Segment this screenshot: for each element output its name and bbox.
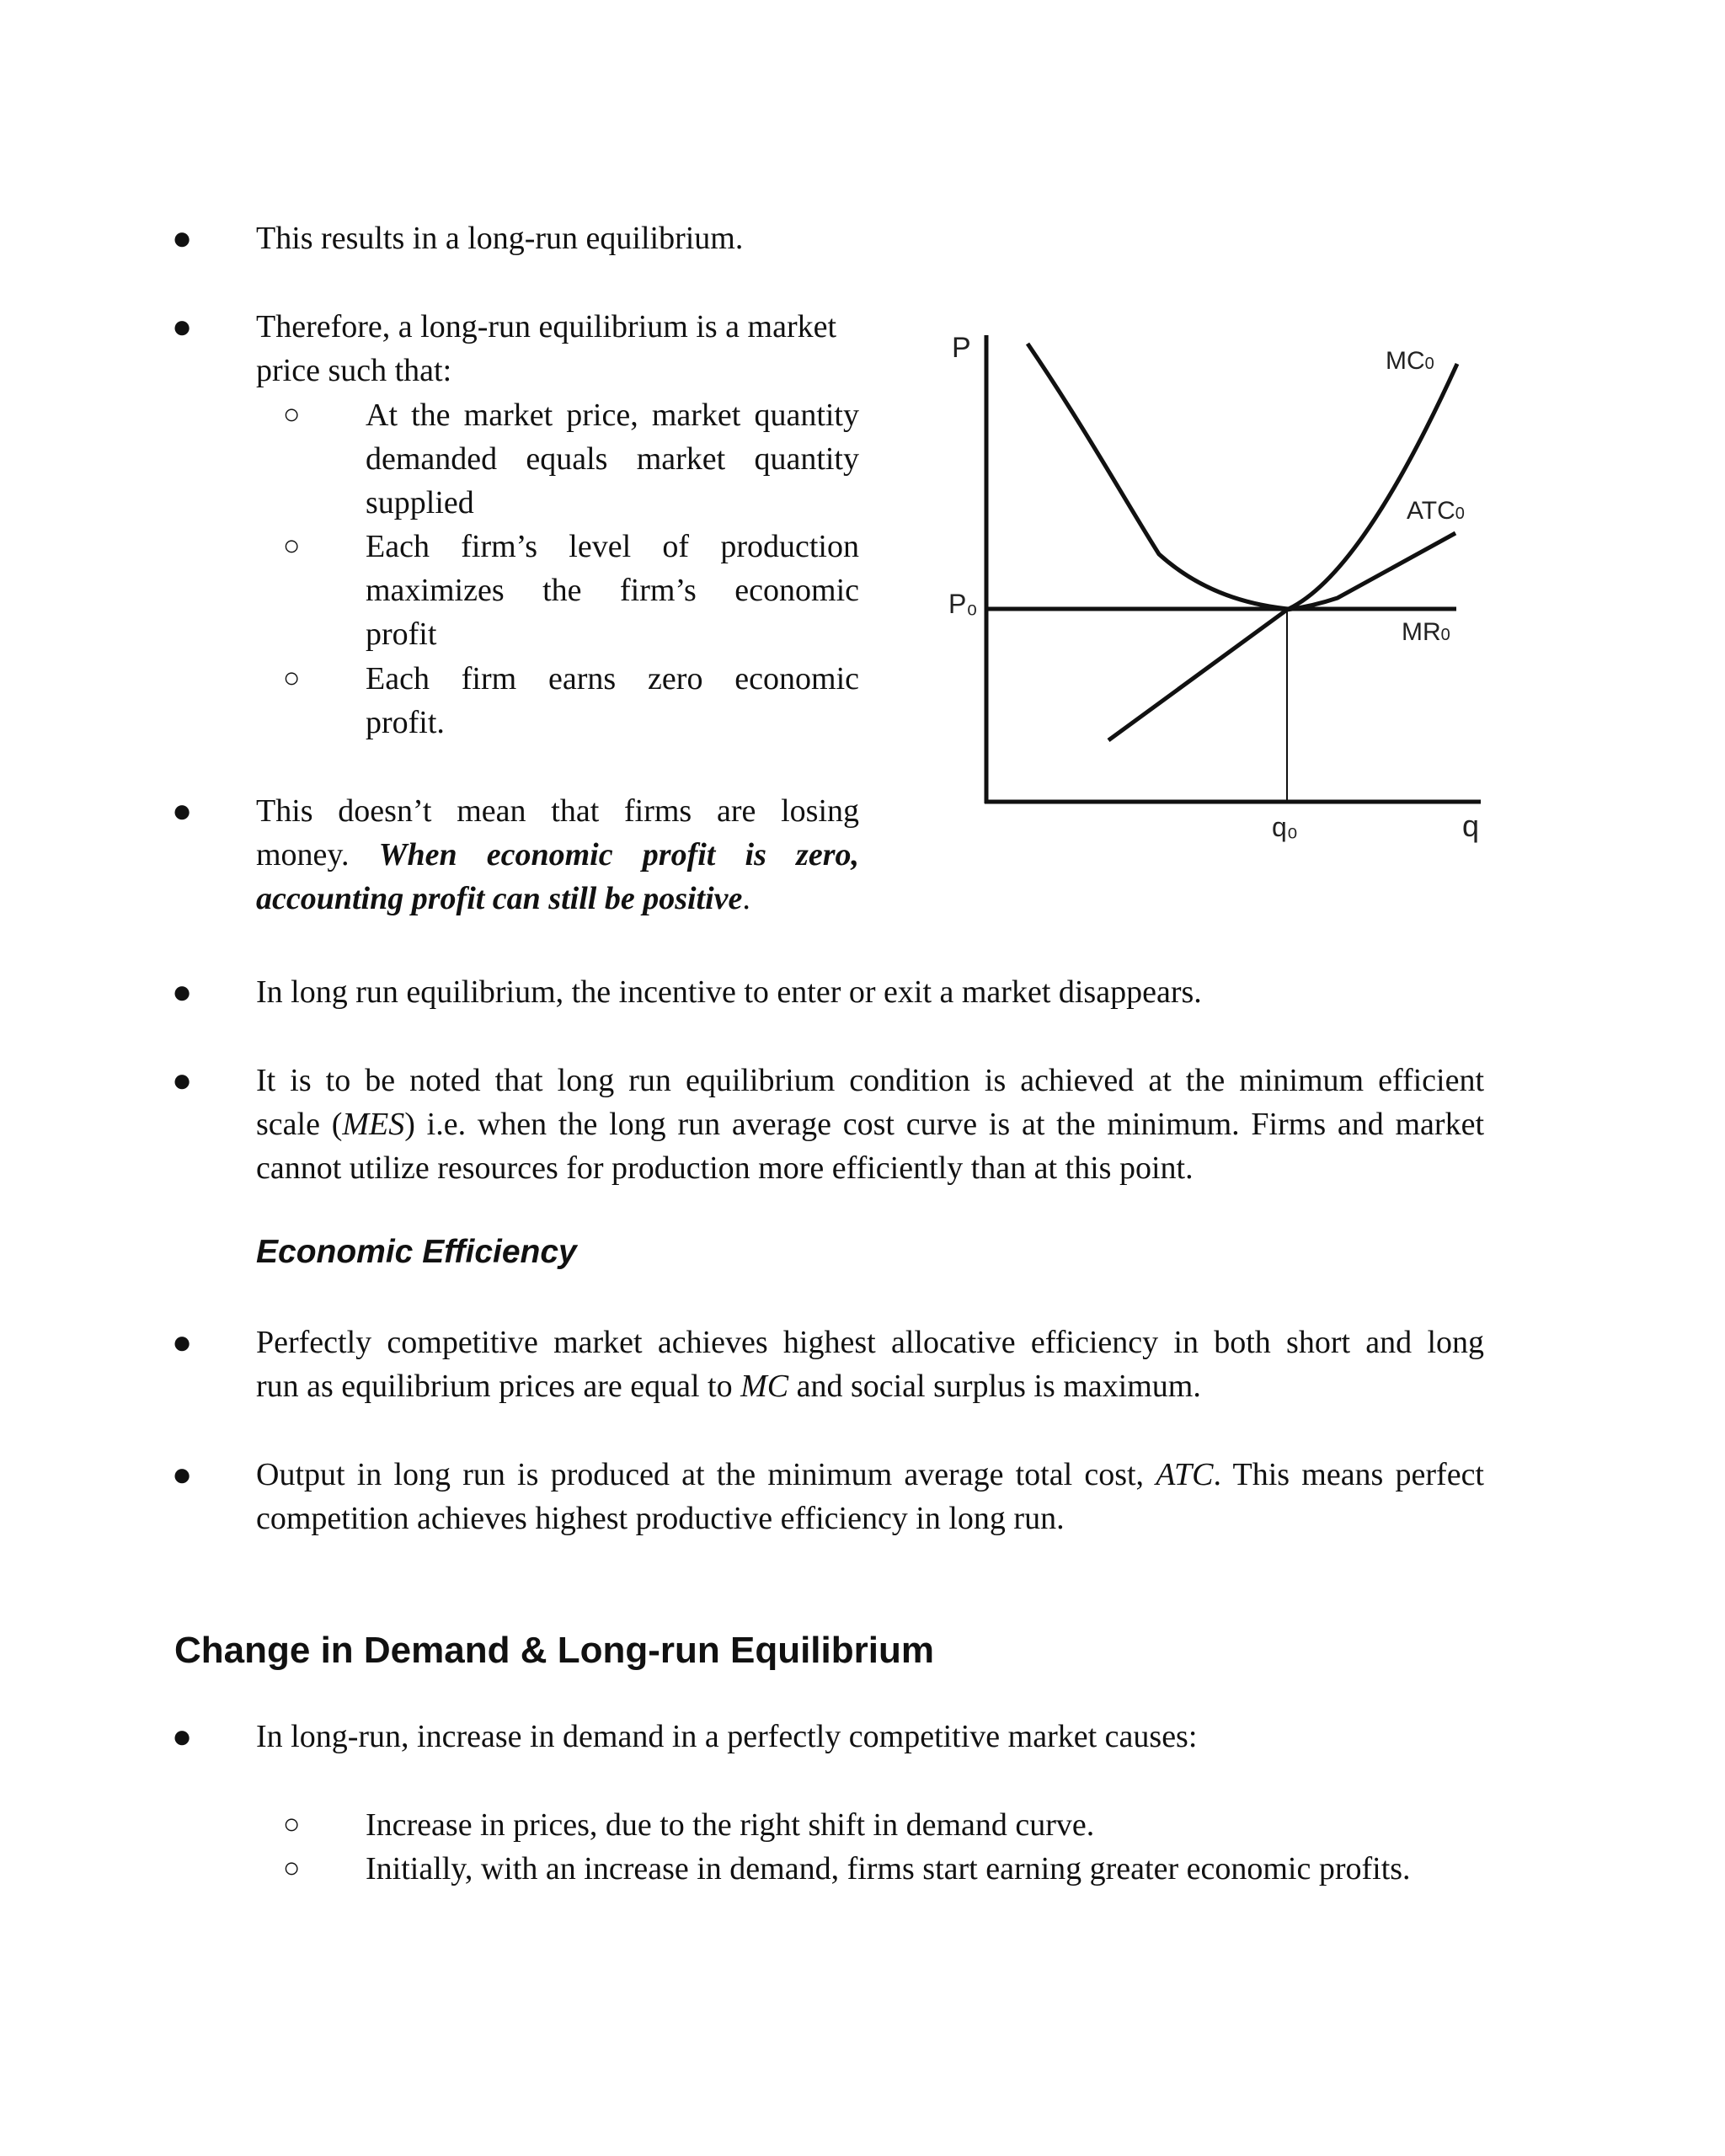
atc-label-text: ATC xyxy=(1407,497,1455,525)
text-run: run as equilibrium prices are equal to xyxy=(256,1369,733,1404)
sub-bullet-marker: ○ xyxy=(283,399,301,430)
paragraph-definition xyxy=(256,305,859,392)
line: maximizes the firm’s economic xyxy=(366,573,859,608)
bullet-marker: ● xyxy=(172,1717,193,1755)
sub-bullet-marker: ○ xyxy=(283,663,301,694)
line: competition achieves highest productive efficiency in long run. xyxy=(256,1501,1065,1536)
mr-curve-label xyxy=(1402,618,1450,646)
mc-label-subscript: 0 xyxy=(1424,355,1434,373)
bullet-marker: ● xyxy=(172,1061,193,1099)
bullet-marker: ● xyxy=(172,792,193,830)
quantity-label: q₀ xyxy=(1272,812,1299,842)
paragraph-allocative xyxy=(256,1321,1484,1408)
section-heading: Change in Demand & Long-run Equilibrium xyxy=(174,1630,934,1671)
price-label: P₀ xyxy=(948,589,978,619)
paragraph-productive xyxy=(256,1453,1484,1540)
paragraph-mes xyxy=(256,1059,1484,1190)
sub-bullet-marker: ○ xyxy=(283,531,301,562)
mr-label-text: MR xyxy=(1402,618,1441,646)
text-run: money. xyxy=(256,837,350,873)
line: At the market price, market quantity xyxy=(366,398,859,433)
text-run: . xyxy=(742,881,750,916)
paragraph-long-run-equilibrium: This results in a long-run equilibrium. xyxy=(256,221,744,256)
text-run: scale ( xyxy=(256,1107,343,1142)
line: Each firm’s level of production xyxy=(366,529,859,564)
bullet-marker: ● xyxy=(172,307,193,345)
line: profit. xyxy=(366,705,445,740)
paragraph-incentive: In long run equilibrium, the incentive to enter or exit a market disappears. xyxy=(256,974,1202,1010)
mes-term: MES xyxy=(342,1107,405,1142)
line: cannot utilize resources for production more efficiently than at this point. xyxy=(256,1150,1194,1186)
sub-item-market-clearing xyxy=(366,393,859,525)
mc-term: MC xyxy=(740,1369,789,1404)
cost-curve-diagram xyxy=(933,310,1489,849)
emphasis-text: When economic profit is zero, xyxy=(378,837,859,873)
mc-label-text: MC xyxy=(1386,347,1425,375)
bullet-marker: ● xyxy=(172,1455,193,1493)
paragraph-demand-increase: In long-run, increase in demand in a perfectly competitive market causes: xyxy=(256,1719,1198,1754)
line: This doesn’t mean that firms are losing xyxy=(256,793,859,829)
sub-item-greater-profits: Initially, with an increase in demand, firms start earning greater economic profits. xyxy=(366,1851,1411,1886)
sub-item-price-increase: Increase in prices, due to the right shift in demand curve. xyxy=(366,1807,1095,1843)
line: supplied xyxy=(366,485,474,520)
line: Therefore, a long-run equilibrium is a market xyxy=(256,309,837,344)
sub-item-zero-profit xyxy=(366,657,859,744)
text-run: ) i.e. when the long run average cost curve is at the minimum. Firms and market xyxy=(404,1107,1485,1142)
bullet-marker: ● xyxy=(172,219,193,257)
bullet-marker: ● xyxy=(172,973,193,1011)
line xyxy=(256,833,859,877)
x-axis-label: q xyxy=(1462,808,1480,843)
atc-label-subscript: 0 xyxy=(1455,504,1465,523)
atc-term: ATC xyxy=(1156,1457,1214,1492)
sub-item-profit-max xyxy=(366,525,859,656)
mr-label-subscript: 0 xyxy=(1440,626,1450,644)
line xyxy=(256,1102,1484,1146)
line: Each firm earns zero economic xyxy=(366,661,859,696)
line: price such that: xyxy=(256,353,452,388)
line: profit xyxy=(366,616,437,652)
line xyxy=(256,877,859,921)
paragraph-accounting-profit xyxy=(256,789,859,921)
text-run: . This means perfect xyxy=(1213,1457,1484,1492)
sub-bullet-marker: ○ xyxy=(283,1809,301,1840)
mc-curve-label xyxy=(1386,347,1434,375)
text-run: and social surplus is maximum. xyxy=(796,1369,1201,1404)
line: It is to be noted that long run equilibrium condition is achieved at the minimum efficient xyxy=(256,1063,1484,1098)
bullet-marker: ● xyxy=(172,1323,193,1361)
line: demanded equals market quantity xyxy=(366,441,859,477)
line: Perfectly competitive market achieves highest allocative efficiency in both short and long xyxy=(256,1325,1484,1360)
y-axis-label: P xyxy=(952,332,971,364)
emphasis-text: accounting profit can still be positive xyxy=(256,881,743,916)
text-run: Output in long run is produced at the minimum average total cost, xyxy=(256,1457,1145,1492)
line xyxy=(256,1364,1484,1408)
atc-curve-label xyxy=(1407,497,1465,525)
line xyxy=(256,1453,1484,1497)
sub-bullet-marker: ○ xyxy=(283,1853,301,1884)
subheading-economic-efficiency: Economic Efficiency xyxy=(256,1234,577,1270)
